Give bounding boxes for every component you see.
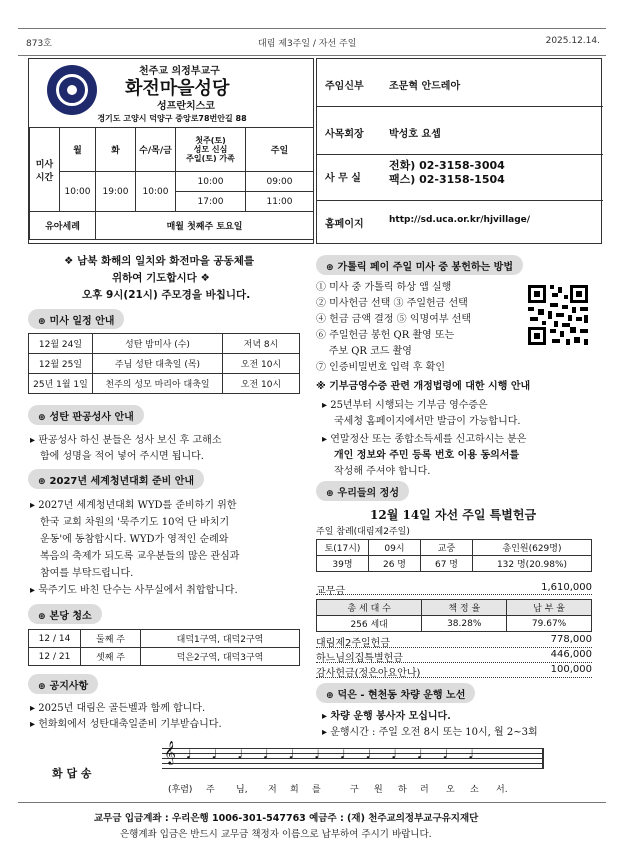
footer-rule — [18, 802, 606, 803]
vehicle-text: ▸ 운행시간 : 주일 오전 8시 또는 10시, 월 2~3회 — [322, 727, 538, 738]
song-label: 화 답 송 — [52, 767, 92, 780]
time-sat-1: 10:00 — [176, 172, 246, 192]
cleaning-table — [28, 629, 300, 666]
time-sun-1: 09:00 — [246, 172, 314, 192]
contacts-box — [316, 58, 602, 244]
time-wed-fri: 10:00 — [136, 172, 176, 212]
table-row: 12 / 14 둘째 주 대덕1구역, 대덕2구역 — [29, 630, 300, 648]
contact-label: 사 무 실 — [325, 173, 361, 184]
issue-date: 2025.12.14. — [545, 36, 600, 46]
lyric: 하 — [398, 785, 407, 795]
table-row: 12월 25일 주님 성탄 대축일 (목) 오전 10시 — [29, 354, 300, 374]
section-mass-schedule: ⊕ 미사 일정 안내 — [28, 309, 124, 329]
parish-address: 경기도 고양시 덕양구 중앙로78번안길 88 — [97, 114, 247, 123]
contact-value: 전화) 02-3158-3004 팩스) 02-3158-1504 — [389, 159, 505, 186]
lyric: (후렴) — [168, 785, 193, 795]
mass-time-label: 미사 시간 — [30, 128, 60, 212]
mass-schedule-table — [28, 333, 300, 394]
lyric: 원 — [374, 785, 383, 795]
receipt-line: 국세청 홈페이지에서만 발급이 가능합니다. — [334, 416, 521, 427]
section-donation: ⊕ 우리들의 정성 — [316, 481, 409, 501]
attendance-table — [316, 539, 592, 572]
lyric: 구 — [350, 785, 359, 795]
contact-row-office — [317, 155, 603, 201]
table-row: 12월 24일 성탄 밤미사 (수) 저녁 8시 — [29, 334, 300, 354]
offering-step: ⑥ 주일헌금 봉헌 QR 촬영 또는 — [316, 330, 455, 341]
stats-table — [316, 599, 592, 632]
section-notice: ⊕ 공지사항 — [28, 674, 98, 694]
confession-text-2: 함에 성명을 적어 넣어 주시면 됩니다. — [40, 451, 204, 462]
contact-value: 박성호 요셉 — [389, 129, 441, 140]
offering-step: ④ 헌금 금액 결정 ⑤ 익명여부 선택 — [316, 314, 471, 325]
receipt-line: ▸ 25년부터 시행되는 기부금 영수증은 — [322, 400, 488, 411]
day-sat: 첫주(토) 성모 신심 주일(토) 가족 — [176, 128, 246, 172]
time-sat-2: 17:00 — [176, 192, 246, 212]
contact-row-priest — [317, 59, 603, 107]
receipt-line: 개인 정보와 주민 등록 번호 이용 동의서를 — [334, 450, 520, 461]
parish-info-box — [28, 58, 314, 244]
offering-step: ⑦ 인증비밀번호 입력 후 확인 — [316, 362, 445, 373]
contact-row-president — [317, 107, 603, 155]
time-mon: 10:00 — [60, 172, 96, 212]
wyd-text: 운동'에 동참합시다. WYD가 영적인 순례와 — [40, 534, 229, 545]
wyd-text: 복음의 축제가 되도록 교우분들의 많은 관심과 — [40, 551, 240, 562]
lyric: 러 — [420, 785, 429, 795]
time-tue: 19:00 — [96, 172, 136, 212]
other-offering-row: 감사헌금(정은아요안나) 100,000 — [316, 664, 592, 679]
infant-baptism-label: 유아세례 — [30, 212, 96, 240]
music-notes-icon: ♩♩♩♩♩♩♩♩♩♩♩♩ — [186, 747, 494, 761]
contact-label: 사목회장 — [325, 129, 364, 140]
prayer-line-2: 위하여 기도합시다 ❖ — [112, 272, 210, 284]
day-sun: 주일 — [246, 128, 314, 172]
lyric: 희 — [290, 785, 299, 795]
day-tue: 화 — [96, 128, 136, 172]
lyric: 님, — [236, 785, 248, 795]
infant-baptism-value: 매월 첫째주 토요일 — [96, 212, 314, 240]
receipt-line: 작성해 주셔야 합니다. — [334, 466, 431, 477]
offering-total-row — [316, 583, 592, 595]
offering-label: 교무금 — [316, 586, 345, 597]
section-cleaning: ⊕ 본당 청소 — [28, 604, 102, 624]
section-vehicle: ⊕ 덕은 - 현천동 차량 운행 노선 — [316, 683, 475, 703]
table-row: 256 세대 38.28% 79.67% — [317, 616, 592, 632]
table-row: 12 / 21 셋째 주 덕은2구역, 대덕3구역 — [29, 648, 300, 666]
contact-label: 홈페이지 — [325, 219, 364, 230]
time-sun-2: 11:00 — [246, 192, 314, 212]
attendance-label: 주일 참례(대림제2주일) — [316, 527, 410, 537]
offering-step: ① 미사 중 가톨릭 하상 앱 실행 — [316, 282, 452, 293]
week-title: 대림 제3주일 / 자선 주일 — [258, 39, 357, 49]
footer-note: 은행계좌 입금은 반드시 교무금 책정자 이름으로 납부하여 주시기 바랍니다. — [120, 829, 432, 840]
homepage-link[interactable]: http://sd.uca.or.kr/hjvillage/ — [389, 215, 531, 225]
other-offering-row: 대림제2주일헌금 778,000 — [316, 634, 592, 649]
wyd-text: ▸ 묵주기도 바친 단수는 사무실에서 취합합니다. — [30, 585, 238, 596]
receipt-title: ※ 기부금영수증 관련 개정법령에 대한 시행 안내 — [316, 381, 531, 392]
offering-step: 주보 QR 코드 촬영 — [316, 346, 412, 357]
prayer-line-1: ❖ 남북 화해의 일치와 화전마을 공동체를 — [64, 255, 254, 267]
table-row: 토(17시) 09시 교중 총인원(629명) — [317, 540, 592, 556]
lyric: 서. — [496, 785, 508, 795]
day-wed-fri: 수/목/금 — [136, 128, 176, 172]
wyd-text: ▸ 2027년 세계청년대회 WYD를 준비하기 위한 — [30, 500, 237, 511]
lyric: 주 — [206, 785, 215, 795]
footer-account: 교무금 입금계좌 : 우리은행 1006-301-547763 예금주 : (재) 천주교의정부교구유지재단 — [94, 813, 479, 824]
wyd-text: 참여를 부탁드립니다. — [40, 568, 134, 579]
staff-end-bar — [542, 748, 544, 769]
prayer-line-3: 오후 9시(21시) 주모경을 바칩니다. — [82, 289, 251, 301]
vehicle-text: ▸ 차량 운행 봉사자 모십니다. — [322, 711, 451, 722]
lyric: 를 — [312, 785, 321, 795]
offering-step: ② 미사헌금 선택 ③ 주일헌금 선택 — [316, 298, 468, 309]
table-row: 총 세 대 수 책 정 율 납 부 율 — [317, 600, 592, 616]
section-wyd: ⊕ 2027년 세계청년대회 준비 안내 — [28, 469, 204, 489]
lyric: 저 — [268, 785, 277, 795]
lyric: 오 — [446, 785, 455, 795]
contact-row-homepage — [317, 201, 603, 245]
diocese-name: 천주교 의정부교구 — [139, 66, 220, 77]
offering-value: 1,610,000 — [541, 582, 592, 593]
table-row: 39명 26 명 67 명 132 명(20.98%) — [317, 556, 592, 572]
section-confession: ⊕ 성탄 판공성사 안내 — [28, 405, 144, 425]
notice-text: ▸ 2025년 대림은 골든벨과 함께 합니다. — [30, 703, 206, 714]
confession-text-1: ▸ 판공성사 하신 분들은 성사 보신 후 고해소 — [30, 435, 222, 446]
section-offering-method: ⊕ 가톨릭 페이 주일 미사 중 봉헌하는 방법 — [316, 255, 523, 275]
wyd-text: 한국 교회 차원의 '묵주기도 10억 단 바치기 — [40, 517, 230, 528]
donation-title: 12월 14일 자선 주일 특별헌금 — [370, 508, 537, 522]
notice-text: ▸ 헌화회에서 성탄대축일준비 기부받습니다. — [30, 719, 222, 730]
contact-label: 주임신부 — [325, 81, 364, 92]
issue-number: 873호 — [26, 39, 52, 49]
contact-value: 조문혁 안드레아 — [389, 81, 461, 92]
table-row: 25년 1월 1일 천주의 성모 마리아 대축일 오전 10시 — [29, 374, 300, 394]
parish-patron: 성프란치스코 — [157, 101, 215, 112]
treble-clef-icon: 𝄞 — [164, 740, 176, 764]
receipt-line: ▸ 연말정산 또는 종합소득세를 신고하시는 분은 — [322, 434, 527, 445]
mass-time-table — [29, 127, 314, 240]
day-mon: 월 — [60, 128, 96, 172]
qr-code-icon[interactable] — [526, 283, 590, 347]
other-offering-row: 하느님의집특별헌금 446,000 — [316, 649, 592, 664]
parish-name: 화전마을성당 — [125, 78, 230, 99]
parish-logo-icon — [47, 65, 97, 115]
lyric: 소 — [470, 785, 479, 795]
